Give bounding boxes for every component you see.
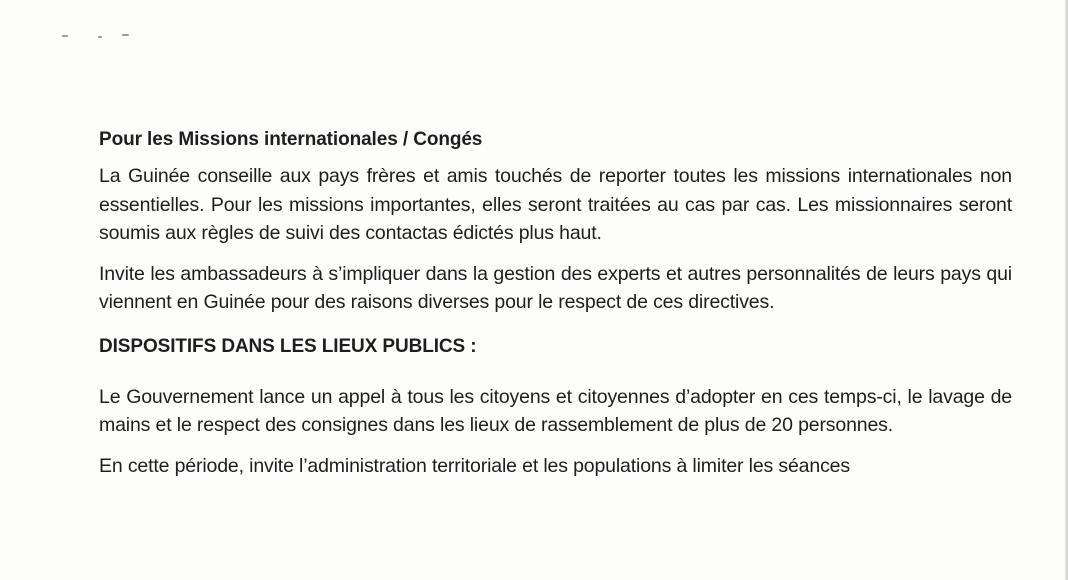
paragraph-missions-1: La Guinée conseille aux pays frères et amis touchés de reporter toutes les missions internationales non essentielles. Pour les missions importantes, elles seront traitées au cas par cas. Les missionnaires seront soumis aux règles de suivi des contactas édictés plus haut. — [99, 165, 1012, 244]
speck — [62, 35, 68, 37]
paragraph-missions-2: Invite les ambassadeurs à s’impliquer dans la gestion des experts et autres personnalités de leurs pays qui viennent en Guinée pour des raisons diverses pour le respect de ces directives. — [99, 262, 1012, 313]
section-heading-missions: Pour les Missions internationales / Congés — [99, 129, 483, 150]
speck — [122, 34, 129, 36]
paragraph-public-1: Le Gouvernement lance un appel à tous les citoyens et citoyennes d’adopter en ces temps-ci, le lavage de mains et le respect des consignes dans les lieux de rassemblement de plus de 20 personnes. — [99, 385, 1012, 436]
section-heading-public-places: DISPOSITIFS DANS LES LIEUX PUBLICS : — [99, 335, 477, 357]
paragraph-public-2: En cette période, invite l’administration territoriale et les populations à limiter les séances — [99, 454, 850, 477]
speck — [98, 36, 102, 38]
document-body — [99, 126, 1012, 492]
scan-specks — [62, 31, 142, 41]
